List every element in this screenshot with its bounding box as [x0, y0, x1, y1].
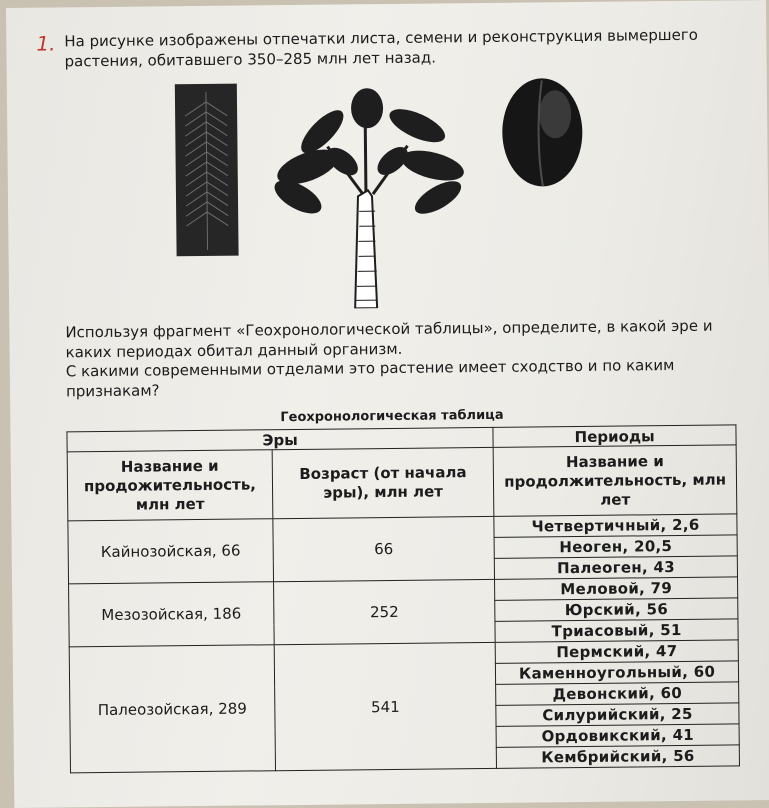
era-name-cell: Кайнозойская, 66	[68, 519, 274, 584]
illustrations	[167, 74, 609, 311]
reconstructed-plant-image	[267, 85, 469, 309]
era-name-cell: Палеозойская, 289	[69, 645, 275, 773]
period-cell: Неоген, 20,5	[494, 535, 737, 559]
question-part-1: Используя фрагмент «Геохронологической таблицы», определите, в какой эре и каких периодах обитал данный организм.	[65, 316, 735, 362]
era-age-cell: 252	[273, 579, 495, 644]
header-eras: Эры	[67, 427, 493, 451]
period-cell: Юрский, 56	[495, 598, 738, 622]
period-cell: Меловой, 79	[495, 577, 738, 601]
seed-imprint-image	[497, 74, 588, 193]
era-name-cell: Мезозойская, 186	[69, 582, 275, 647]
table-title: Геохронологическая таблица	[280, 408, 503, 425]
period-cell: Каменноугольный, 60	[496, 661, 739, 685]
period-cell: Палеоген, 43	[494, 556, 737, 580]
period-cell: Ордовикский, 41	[496, 724, 739, 748]
period-cell: Кембрийский, 56	[496, 745, 739, 769]
header-era-age: Возраст (от начала эры), млн лет	[272, 447, 494, 518]
question-part-2: С какими современными отделами это растение имеет сходство и по каким признакам?	[66, 355, 736, 401]
period-cell: Силурийский, 25	[496, 703, 739, 727]
worksheet-page	[6, 0, 769, 808]
period-cell: Триасовый, 51	[495, 619, 738, 643]
era-age-cell: 541	[274, 642, 497, 770]
period-cell: Пермский, 47	[495, 640, 738, 664]
period-cell: Девонский, 60	[496, 682, 739, 706]
header-periods: Периоды	[493, 425, 736, 448]
era-age-cell: 66	[273, 516, 495, 581]
header-period-name: Название и продолжительность, млн лет	[493, 445, 737, 517]
leaf-imprint-image	[173, 82, 241, 259]
task-intro: На рисунке изображены отпечатки листа, семени и реконструкция вымершего растения, обитавшего 350–285 млн лет назад.	[64, 24, 724, 71]
header-era-name: Название и продожительность, млн лет	[67, 450, 273, 521]
task-number: 1.	[36, 31, 55, 55]
period-cell: Четвертичный, 2,6	[494, 514, 737, 538]
task-question	[65, 316, 736, 401]
geochronological-table	[66, 424, 740, 773]
